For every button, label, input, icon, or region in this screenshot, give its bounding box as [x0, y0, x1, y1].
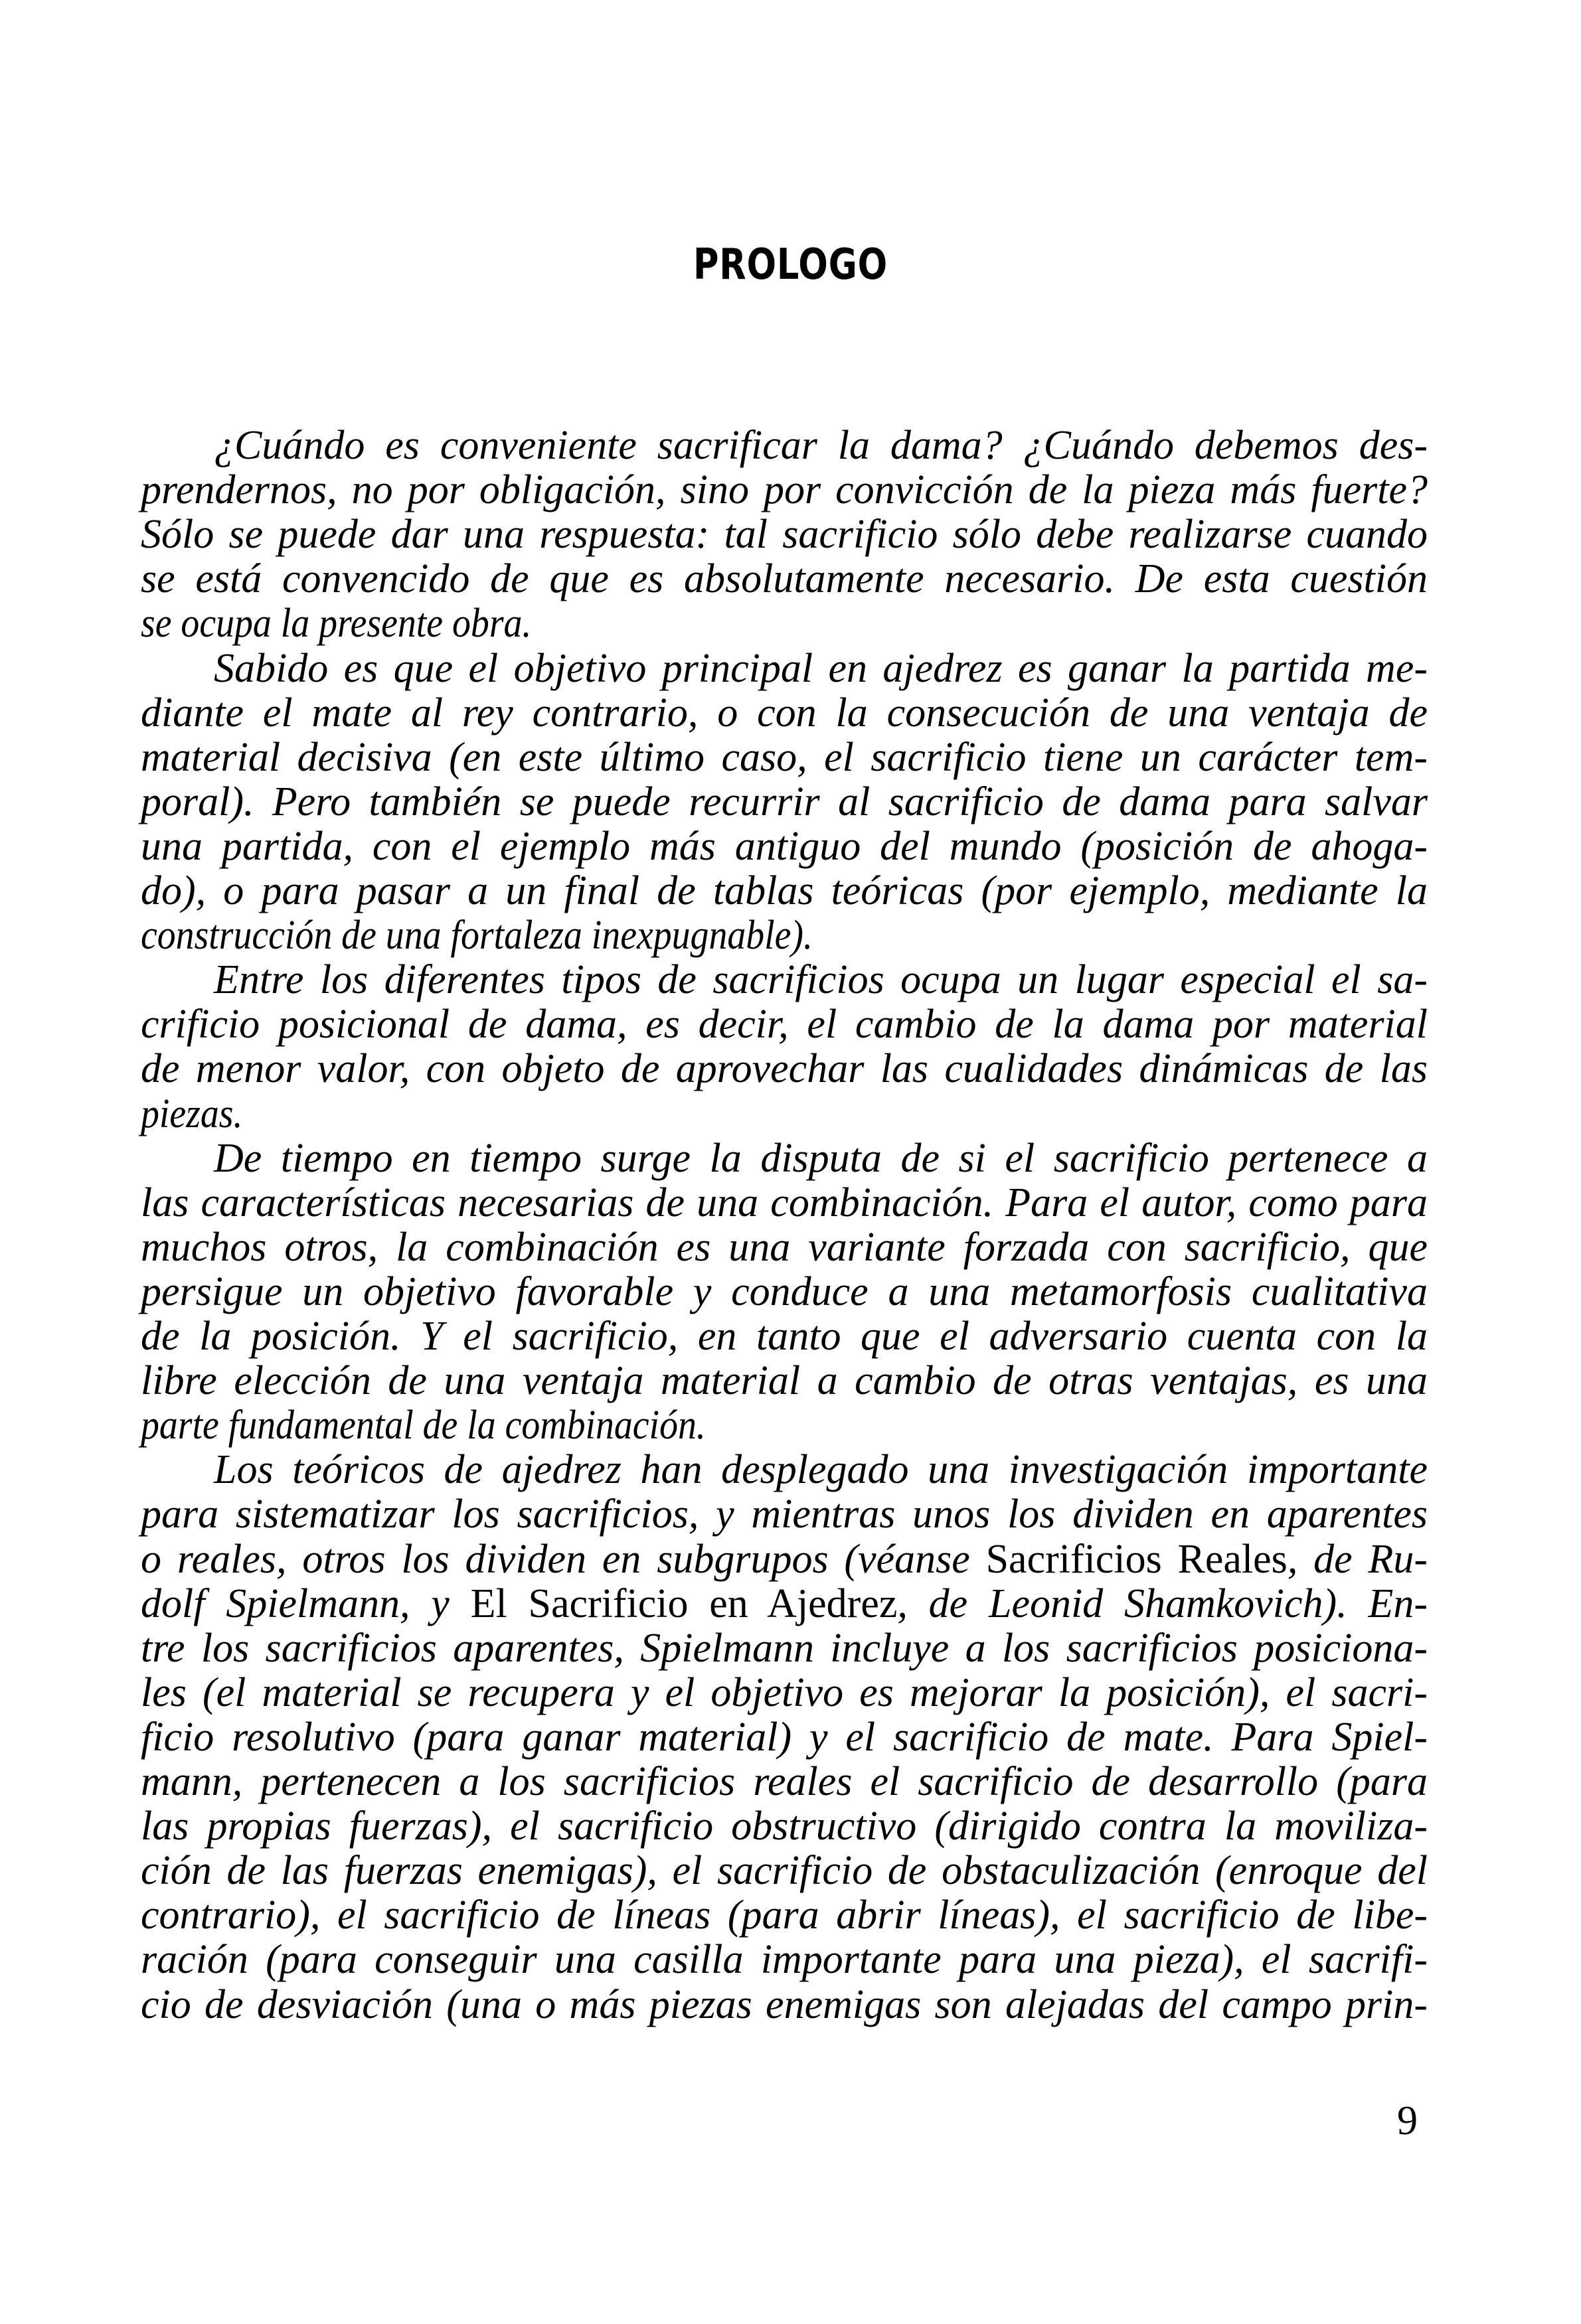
text-line — [141, 1492, 1428, 1537]
text-line — [141, 601, 575, 646]
line-text: las características necesarias de una combinación. Para el autor, como para — [141, 1180, 1428, 1225]
text-line — [141, 1626, 1428, 1671]
line-text: para sistematizar los sacrificios, y mientras unos los dividen en aparentes — [141, 1492, 1428, 1537]
line-text: , de Ru- — [1287, 1536, 1428, 1582]
book-title-text: Sacrificios Reales — [985, 1536, 1288, 1582]
text-line — [141, 1092, 254, 1136]
line-text: las propias fuerzas), el sacrificio obstructivo (dirigido contra la moviliza- — [141, 1804, 1428, 1849]
text-line — [214, 424, 1428, 468]
text-line — [141, 1225, 1428, 1270]
text-line — [141, 1849, 1428, 1893]
line-text: Sabido es que el objetivo principal en ajedrez es ganar la partida me- — [214, 645, 1428, 691]
text-line — [141, 1270, 1428, 1314]
text-line — [141, 468, 1428, 512]
line-text: les (el material se recupera y el objetivo es mejorar la posición), el sacri- — [141, 1669, 1428, 1715]
text-line — [141, 736, 1428, 780]
line-text: Entre los diferentes tipos de sacrificios ocupa un lugar especial el sa- — [214, 957, 1428, 1003]
text-line — [141, 780, 1428, 824]
text-line — [141, 557, 1428, 601]
line-text: piezas. — [141, 1091, 243, 1136]
line-text: diante el mate al rey contrario, o con la consecución de una ventaja de — [141, 690, 1428, 736]
line-text: dolf Spielmann, y — [141, 1581, 471, 1626]
text-line — [141, 1359, 1428, 1403]
page-title: PROLOGO — [693, 240, 888, 289]
line-text: ración (para conseguir una casilla importante para una pieza), el sacrifi- — [141, 1937, 1428, 1983]
line-text: una partida, con el ejemplo más antiguo del mundo (posición de ahoga- — [141, 823, 1428, 869]
text-line — [214, 958, 1428, 1002]
text-line — [141, 1047, 1428, 1091]
line-text: De tiempo en tiempo surge la disputa de si el sacrificio pertenece a — [214, 1135, 1428, 1181]
text-line — [141, 1537, 1428, 1582]
text-line — [141, 691, 1428, 736]
page-number: 9 — [1397, 2098, 1418, 2143]
line-text: muchos otros, la combinación es una variante forzada con sacrificio, que — [141, 1224, 1428, 1270]
line-text: se ocupa la presente obra. — [141, 601, 532, 647]
line-text: de menor valor, con objeto de aprovechar las cualidades dinámicas de las — [141, 1046, 1428, 1092]
book-title-text: El Sacrificio en Ajedrez — [470, 1581, 898, 1626]
line-text: ción de las fuerzas enemigas), el sacrificio de obstaculización (enroque del — [141, 1848, 1428, 1894]
line-text: parte fundamental de la combinación. — [141, 1403, 706, 1448]
line-text: do), o para pasar a un final de tablas teóricas (por ejemplo, mediante la — [141, 868, 1428, 913]
text-line — [141, 1314, 1428, 1359]
line-text: tre los sacrificios aparentes, Spielmann incluye a los sacrificios posiciona- — [141, 1625, 1428, 1671]
text-line — [141, 1181, 1428, 1225]
text-line — [141, 1938, 1428, 1982]
line-text: persigue un objetivo favorable y conduce a una metamorfosis cualitativa — [141, 1269, 1428, 1314]
text-line — [141, 913, 887, 958]
line-text: contrario), el sacrificio de líneas (para abrir líneas), el sacrificio de libe- — [141, 1893, 1428, 1938]
line-text: mann, pertenecen a los sacrificios reales el sacrificio de desarrollo (para — [141, 1759, 1428, 1804]
line-text: Sólo se puede dar una respuesta: tal sacrificio sólo debe realizarse cuando — [141, 512, 1428, 558]
text-line — [214, 647, 1428, 691]
text-line — [141, 512, 1428, 557]
line-text: poral). Pero también se puede recurrir al sacrificio de dama para salvar — [141, 779, 1428, 824]
text-line — [141, 1671, 1428, 1715]
line-text: ¿Cuándo es conveniente sacrificar la dama? ¿Cuándo debemos des- — [214, 423, 1428, 468]
line-text: cio de desviación (una o más piezas enemigas son alejadas del campo prin- — [141, 1981, 1428, 2027]
text-line — [141, 1760, 1428, 1804]
line-text: se está convencido de que es absolutamente necesario. De esta cuestión — [141, 556, 1428, 602]
text-line — [141, 1804, 1428, 1849]
text-line — [141, 1403, 768, 1448]
line-text: material decisiva (en este último caso, el sacrificio tiene un carácter tem- — [141, 734, 1428, 780]
line-text: construcción de una fortaleza inexpugnable). — [141, 913, 813, 959]
line-text: prendernos, no por obligación, sino por convicción de la pieza más fuerte? — [141, 467, 1428, 513]
line-text: crificio posicional de dama, es decir, el cambio de la dama por material — [141, 1002, 1428, 1047]
text-line — [214, 1448, 1428, 1492]
text-line — [141, 824, 1428, 869]
line-text: ficio resolutivo (para ganar material) y el sacrificio de mate. Para Spiel- — [141, 1714, 1428, 1760]
line-text: o reales, otros los dividen en subgrupos (véanse — [141, 1536, 986, 1582]
text-line — [141, 869, 1428, 913]
line-text: , de Leonid Shamkovich). En- — [897, 1581, 1428, 1626]
text-line — [141, 1893, 1428, 1938]
line-text: Los teóricos de ajedrez han desplegado una investigación importante — [214, 1447, 1428, 1493]
text-line — [141, 1582, 1428, 1626]
text-line — [141, 1715, 1428, 1760]
text-line — [141, 1983, 1428, 2027]
line-text: de la posición. Y el sacrificio, en tanto que el adversario cuenta con la — [141, 1314, 1428, 1359]
text-line — [141, 1002, 1428, 1047]
line-text: libre elección de una ventaja material a cambio de otras ventajas, es una — [141, 1358, 1428, 1404]
text-line — [214, 1136, 1428, 1181]
